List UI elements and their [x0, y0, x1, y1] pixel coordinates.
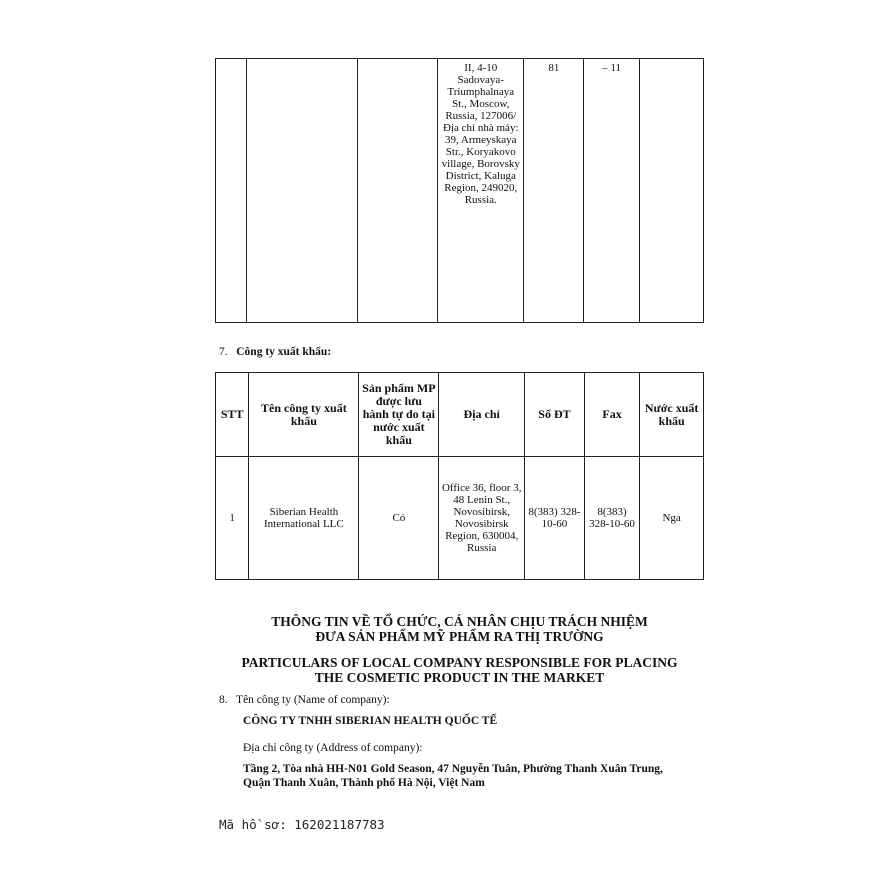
section-number: 7.	[219, 346, 228, 358]
header-fax: Fax	[584, 373, 640, 457]
section-title: Công ty xuất khẩu:	[236, 346, 332, 358]
heading-line: THE COSMETIC PRODUCT IN THE MARKET	[314, 670, 605, 685]
section-number: 8.	[219, 694, 228, 706]
section-7-heading	[219, 346, 331, 358]
address-label: Địa chỉ công ty (Address of company):	[243, 742, 423, 754]
table-row	[216, 457, 704, 580]
table-cell	[640, 59, 704, 323]
previous-company-table	[215, 58, 704, 323]
section-8-name-label	[219, 694, 390, 706]
address-line-1: Tầng 2, Tòa nhà HH-N01 Gold Season, 47 Nguyễn Tuân, Phường Thanh Xuân Trung,	[243, 763, 663, 775]
header-address: Địa chỉ	[439, 373, 525, 457]
address-line-2: Quận Thanh Xuân, Thành phố Hà Nội, Việt Nam	[243, 777, 485, 789]
table-cell	[247, 59, 358, 323]
header-country: Nước xuất khẩu	[640, 373, 704, 457]
company-name-value: CÔNG TY TNHH SIBERIAN HEALTH QUỐC TẾ	[243, 715, 498, 727]
header-free-sale: Sản phẩm MP được lưu hành tự do tại nước xuất khẩu	[359, 373, 439, 457]
table-row	[216, 59, 704, 323]
heading-english	[215, 655, 704, 685]
cell-stt: 1	[216, 457, 249, 580]
cell-phone: 8(383) 328-10-60	[525, 457, 585, 580]
heading-vietnamese	[215, 614, 704, 644]
name-label: Tên công ty (Name of company):	[236, 694, 390, 706]
heading-line: PARTICULARS OF LOCAL COMPANY RESPONSIBLE FOR PLACING	[241, 655, 678, 670]
heading-line: ĐƯA SẢN PHẨM MỸ PHẨM RA THỊ TRƯỜNG	[315, 629, 604, 644]
heading-line: THÔNG TIN VỀ TỔ CHỨC, CÁ NHÂN CHỊU TRÁCH NHIỆM	[271, 614, 648, 629]
phone-cell: 81	[524, 59, 584, 323]
cell-free-sale: Có	[359, 457, 439, 580]
export-company-table	[215, 372, 704, 580]
dossier-code: Mã hồ sơ: 162021187783	[219, 817, 385, 832]
cell-company: Siberian Health International LLC	[249, 457, 359, 580]
header-stt: STT	[216, 373, 249, 457]
fax-cell: – 11	[584, 59, 640, 323]
address-cell: II, 4-10 Sadovaya-Triumphalnaya St., Moscow, Russia, 127006/ Địa chỉ nhà máy: 39, Armeyskaya Str., Koryakovo village, Borovsky District, Kaluga Region, 249020, Russia.	[438, 59, 524, 323]
table-cell	[216, 59, 247, 323]
cell-fax: 8(383) 328-10-60	[584, 457, 640, 580]
header-phone: Số ĐT	[525, 373, 585, 457]
table-header-row	[216, 373, 704, 457]
cell-address: Office 36, floor 3, 48 Lenin St., Novosibirsk, Novosibirsk Region, 630004, Russia	[439, 457, 525, 580]
table-cell	[358, 59, 438, 323]
cell-country: Nga	[640, 457, 704, 580]
header-company: Tên công ty xuất khẩu	[249, 373, 359, 457]
